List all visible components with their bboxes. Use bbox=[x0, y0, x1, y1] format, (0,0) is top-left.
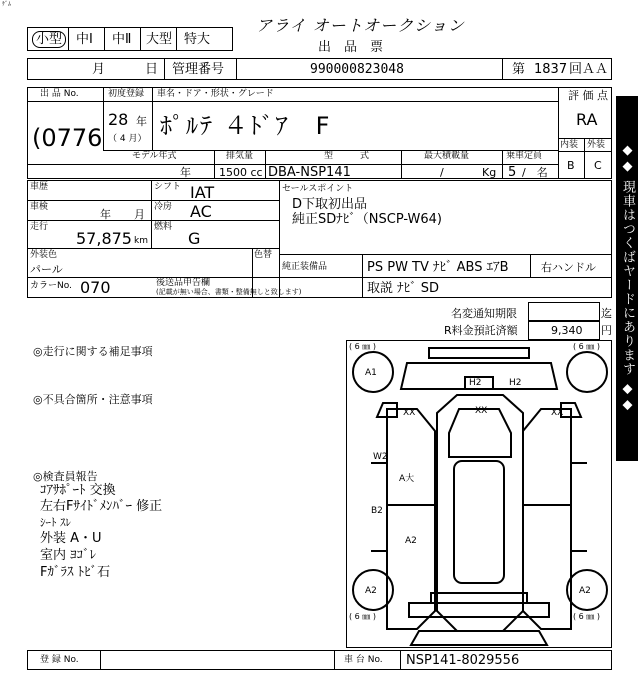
color-value: パール bbox=[30, 263, 63, 276]
tire-depth-fr: ( 6 ㎜ ) bbox=[573, 342, 600, 351]
sales-point-line: D下取初出品 bbox=[292, 197, 368, 212]
mileage-label: 走行 bbox=[30, 222, 49, 232]
exterior-grade: C bbox=[594, 159, 602, 172]
color-label: 外装色 bbox=[30, 250, 58, 260]
tire-depth-rr: ( 6 ㎜ ) bbox=[573, 612, 600, 621]
first-registration-label: 初度登録 bbox=[108, 89, 145, 99]
recycle-unit: 円 bbox=[601, 324, 612, 337]
documents-note: (記載が無い場合、書類・整備無しと致します) bbox=[156, 288, 302, 296]
capacity-unit: / 名 bbox=[522, 166, 548, 179]
max-load: / bbox=[440, 166, 444, 179]
ac-label: 冷房 bbox=[154, 202, 173, 212]
size-class-row bbox=[27, 27, 233, 51]
deadline-unit: 迄 bbox=[601, 307, 612, 320]
mark-a2-rear-right: A2 bbox=[579, 586, 591, 596]
max-load-label: 最大積載量 bbox=[424, 151, 470, 161]
mark-xx-right: XX bbox=[551, 408, 564, 418]
capacity-label: 乗車定員 bbox=[506, 151, 543, 161]
tire-depth-rl: ( 6 ㎜ ) bbox=[349, 612, 376, 621]
equipment-label: 純正装備品 bbox=[282, 262, 328, 272]
month-label: 月 bbox=[92, 62, 106, 77]
deadline-box bbox=[528, 302, 600, 322]
defects-heading: ◎不具合箇所・注意事項 bbox=[33, 393, 153, 406]
mark-a1: A1 bbox=[365, 368, 377, 378]
registration-label: 登 録 No. bbox=[40, 655, 79, 665]
corner-mark: ｹﾞﾑ bbox=[2, 1, 12, 8]
displacement-label: 排気量 bbox=[226, 151, 254, 161]
day-label: 日 bbox=[145, 62, 159, 77]
exterior-label: 外装 bbox=[587, 140, 606, 150]
ac-value: AC bbox=[190, 202, 212, 221]
lot-number: (0776 bbox=[32, 124, 103, 152]
fuel-value: G bbox=[188, 229, 201, 248]
interior-grade: B bbox=[567, 159, 575, 172]
registration-month: （ 4 月） bbox=[108, 134, 147, 144]
mark-h2-left: H2 bbox=[469, 378, 482, 388]
inspector-report-heading: ◎検査員報告 bbox=[33, 470, 98, 483]
management-number: 990000823048 bbox=[310, 62, 404, 77]
equipment-extra: 取説 ﾅﾋﾞ SD bbox=[367, 281, 440, 296]
mark-xx-center: XX bbox=[475, 406, 488, 416]
report-line: ｺｱｻﾎﾟｰﾄ 交換 bbox=[40, 483, 116, 498]
chassis-number: NSP141-8029556 bbox=[406, 653, 520, 668]
shift-label: シフト bbox=[154, 182, 182, 192]
session-number: 1837 bbox=[534, 62, 568, 77]
interior-label: 内装 bbox=[560, 140, 579, 150]
damage-diagram bbox=[346, 340, 612, 648]
document-title: 出 品 票 bbox=[318, 40, 384, 55]
recycle-label: R料金預託済額 bbox=[444, 324, 518, 337]
report-line: ｼｰﾄ ｽﾚ bbox=[40, 516, 71, 529]
score-label: 評 価 点 bbox=[568, 89, 608, 102]
mark-w2: W2 bbox=[373, 452, 388, 462]
capacity: 5 bbox=[508, 165, 517, 180]
report-line: Fｶﾞﾗｽ ﾄﾋﾞ石 bbox=[40, 565, 111, 580]
size-mid2: 中Ⅱ bbox=[112, 32, 132, 47]
car-outline bbox=[347, 341, 611, 647]
mark-a2-body: A2 bbox=[405, 536, 417, 546]
equipment-items: PS PW TV ﾅﾋﾞ ABS ｴｱB bbox=[367, 260, 509, 275]
lot-number-label: 出 品 No. bbox=[40, 89, 79, 99]
report-line: 室内 ﾖｺﾞﾚ bbox=[40, 548, 97, 563]
mileage-unit: km bbox=[134, 236, 148, 246]
deadline-label: 名変通知期限 bbox=[451, 307, 517, 320]
mark-xx-left: XX bbox=[403, 408, 416, 418]
recycle-amount: 9,340 bbox=[551, 324, 583, 337]
mark-h2-right: H2 bbox=[509, 378, 522, 388]
model-code-label: 型 式 bbox=[324, 151, 370, 161]
yard-location-banner: ◆◆ 現車はつくばヤードにあります ◆◆ bbox=[616, 96, 638, 461]
size-xlarge: 特大 bbox=[184, 32, 211, 47]
recycle-box bbox=[528, 320, 600, 340]
sales-point-label: セールスポイント bbox=[282, 184, 354, 194]
model-year-unit: 年 bbox=[180, 166, 191, 179]
driving-notes-heading: ◎走行に関する補足事項 bbox=[33, 345, 153, 358]
max-load-unit: Kg bbox=[482, 166, 497, 179]
steering-position: 右ハンドル bbox=[541, 261, 596, 274]
car-name-label: 車名・ドア・形状・グレード bbox=[157, 89, 274, 99]
inspection-label: 車検 bbox=[30, 202, 49, 212]
inspection-year-unit: 年 bbox=[100, 208, 111, 221]
color-number: 070 bbox=[80, 278, 111, 297]
model-code: DBA-NSP141 bbox=[268, 165, 351, 180]
session-prefix: 第 bbox=[512, 62, 526, 77]
mark-a-large: A大 bbox=[399, 474, 415, 484]
lot-block bbox=[27, 87, 612, 179]
registration-year-unit: 年 bbox=[136, 115, 147, 128]
shift-value: IAT bbox=[190, 183, 215, 202]
footer-row bbox=[27, 650, 612, 670]
color-number-label: カラーNo. bbox=[30, 281, 72, 291]
sales-point-line: 純正SDﾅﾋﾞ（NSCP-W64) bbox=[292, 212, 443, 227]
mileage: 57,875 bbox=[76, 229, 132, 248]
displacement: 1500 cc bbox=[219, 166, 263, 179]
inspection-month-unit: 月 bbox=[134, 208, 145, 221]
fuel-label: 燃料 bbox=[154, 222, 173, 232]
size-large: 大型 bbox=[146, 32, 173, 47]
auction-name: アライ オートオークション bbox=[256, 16, 465, 35]
report-line: 外装 A・U bbox=[40, 531, 102, 546]
chassis-label: 車 台 No. bbox=[344, 655, 383, 665]
score: RA bbox=[576, 110, 598, 129]
model-year-label: モデル年式 bbox=[132, 151, 177, 161]
report-line: 左右Fｻｲﾄﾞﾒﾝﾊﾞｰ 修正 bbox=[40, 499, 163, 514]
size-small-selected: 小型 bbox=[32, 31, 66, 48]
management-row bbox=[27, 58, 612, 80]
tire-depth-fl: ( 6 ㎜ ) bbox=[349, 342, 376, 351]
session-suffix: 回ＡＡ bbox=[569, 62, 609, 77]
registration-year: 28 bbox=[108, 110, 129, 129]
size-mid1: 中Ⅰ bbox=[76, 32, 93, 47]
history-label: 車歴 bbox=[30, 182, 49, 192]
color-change-label: 色替 bbox=[254, 250, 273, 260]
mark-a2-rear-left: A2 bbox=[365, 586, 377, 596]
mark-b2: B2 bbox=[371, 506, 383, 516]
detail-block bbox=[27, 180, 612, 298]
documents-label: 後送品申告欄 bbox=[156, 278, 211, 288]
management-label: 管理番号 bbox=[172, 62, 225, 77]
car-name: ﾎﾟﾙﾃ ４ﾄﾞｱ F bbox=[160, 112, 332, 140]
